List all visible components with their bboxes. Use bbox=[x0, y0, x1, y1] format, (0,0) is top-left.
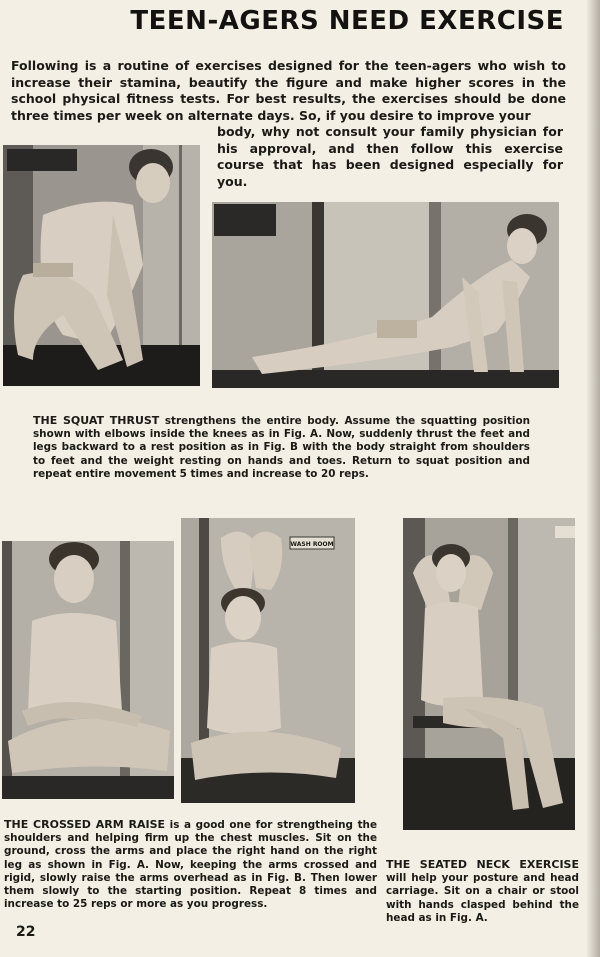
page-title: TEEN-AGERS NEED EXERCISE bbox=[130, 6, 564, 36]
photo-rest-position bbox=[212, 202, 559, 388]
seated-neck-caption bbox=[386, 858, 579, 925]
squat-thrust-heading: THE SQUAT THRUST bbox=[33, 414, 160, 427]
squat-thrust-text: strengthens the entire body. Assume the squatting position shown with elbows inside the knees as in Fig. A. Now, suddenly thrust the feet and legs backward to a rest position as in Fig. B with the body straight from shoulders to feet and the weight resting on hands and toes. Return to squat position and repeat entire movement 5 times and increase to 20 reps. bbox=[33, 415, 530, 480]
page-edge-shadow bbox=[586, 0, 600, 957]
intro-paragraph-continued: body, why not consult your family physician for his approval, and then follow this exercise course that has been designed especially for you. bbox=[217, 124, 563, 189]
photo-squat-position bbox=[3, 145, 200, 386]
crossed-arm-raise-heading: THE CROSSED ARM RAISE bbox=[4, 818, 166, 831]
photo-arms-overhead bbox=[181, 518, 355, 803]
intro-paragraph: Following is a routine of exercises designed for the teen-agers who wish to increase their stamina, beautify the figure and make higher scores in the school physical fitness tests. For best results, the exercises should be done three times per week on alternate days. So, if you desire to improve your bbox=[11, 58, 566, 123]
crossed-arm-raise-caption bbox=[4, 818, 377, 911]
page-number: 22 bbox=[16, 924, 36, 940]
photo-crossed-arms-start bbox=[2, 541, 174, 799]
crossed-arm-raise-text: is a good one for strengtheing the shoulders and helping firm up the chest muscles. Sit on the ground, cross the arms and place the right hand on the right leg as shown in Fig. A. Now, keeping the arms crossed and rigid, slowly raise the arms overhead as in Fig. B. Then lower them slowly to the starting position. Repeat 8 times and increase to 25 reps or more as you progress. bbox=[4, 819, 378, 911]
seated-neck-text: will help your posture and head carriage. Sit on a chair or stool with hands clasped behind the head as in Fig. A. bbox=[386, 872, 579, 924]
wash-room-sign: WASH ROOM bbox=[290, 541, 334, 548]
squat-thrust-caption bbox=[33, 414, 530, 481]
photo-seated-neck bbox=[403, 518, 575, 830]
seated-neck-heading: THE SEATED NECK EXERCISE bbox=[386, 858, 579, 871]
